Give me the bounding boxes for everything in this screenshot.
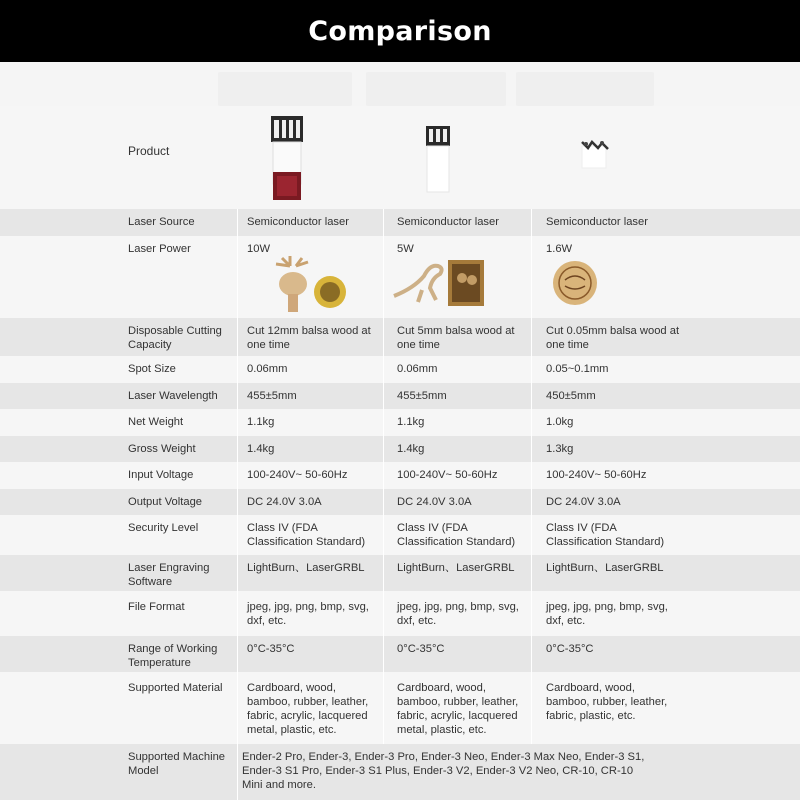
power-value: 1.6W	[546, 243, 573, 255]
row-value: 100-240V~ 50-60Hz	[383, 462, 531, 489]
row-value: jpeg, jpg, png, bmp, svg, dxf, etc.	[531, 591, 681, 636]
row-label: Input Voltage	[128, 469, 194, 481]
laser-module-red-icon	[267, 114, 307, 204]
row-value: 1.4kg	[383, 436, 531, 462]
row-value: Semiconductor laser	[383, 209, 531, 236]
product-tab-placeholder	[218, 72, 352, 106]
table-row	[0, 436, 800, 462]
row-value: DC 24.0V 3.0A	[383, 489, 531, 515]
table-row	[0, 515, 800, 555]
product-image	[531, 106, 681, 209]
row-label: Laser Engraving Software	[128, 562, 210, 588]
row-value: LightBurn、LaserGRBL	[237, 555, 381, 591]
laser-module-white-icon	[423, 124, 453, 194]
row-label: Spot Size	[128, 363, 176, 375]
row-label: Product	[128, 144, 170, 158]
row-value: 0°C-35°C	[531, 636, 681, 672]
row-value: Class IV (FDA Classification Standard)	[383, 515, 531, 555]
row-value: LightBurn、LaserGRBL	[383, 555, 531, 591]
table-row	[0, 672, 800, 744]
laser-module-small-icon	[576, 134, 612, 170]
row-value: LightBurn、LaserGRBL	[531, 555, 681, 591]
row-value: DC 24.0V 3.0A	[237, 489, 381, 515]
row-value: 1.1kg	[383, 409, 531, 436]
row-value: Class IV (FDA Classification Standard)	[237, 515, 381, 555]
row-value: Semiconductor laser	[531, 209, 681, 236]
row-value	[383, 236, 531, 318]
row-value: 1.3kg	[531, 436, 681, 462]
row-value: Cardboard, wood, bamboo, rubber, leather, fabric, plastic, etc.	[531, 672, 681, 744]
row-value: 0.06mm	[383, 356, 531, 383]
power-value: 5W	[397, 243, 414, 255]
table-row	[0, 636, 800, 672]
row-value: Semiconductor laser	[237, 209, 381, 236]
row-label: File Format	[128, 601, 185, 613]
row-label: Output Voltage	[128, 496, 203, 508]
row-label: Laser Wavelength	[128, 390, 218, 402]
table-row	[0, 591, 800, 636]
row-value: 0°C-35°C	[383, 636, 531, 672]
table-row	[0, 236, 800, 318]
product-tab-placeholder	[516, 72, 654, 106]
engraved-dinosaur-and-photo-icon	[388, 256, 498, 311]
row-value: Cardboard, wood, bamboo, rubber, leather, fabric, acrylic, lacquered metal, plastic, etc.	[383, 672, 531, 744]
table-row	[0, 489, 800, 515]
row-value: 0.06mm	[237, 356, 381, 383]
row-label: Disposable Cutting Capacity	[128, 325, 222, 351]
engraved-deer-and-cat-tag-icon	[260, 256, 360, 316]
row-value	[531, 236, 681, 318]
table-row	[0, 356, 800, 383]
page-title: Comparison	[0, 0, 800, 62]
row-label: Supported Machine Model	[128, 751, 226, 777]
row-label: Gross Weight	[128, 443, 196, 455]
row-value: Class IV (FDA Classification Standard)	[531, 515, 681, 555]
table-row	[0, 744, 800, 800]
row-label: Security Level	[128, 522, 199, 534]
row-label: Laser Source	[128, 216, 195, 228]
row-value: 455±5mm	[237, 383, 381, 409]
row-value: 1.4kg	[237, 436, 381, 462]
table-row	[0, 409, 800, 436]
row-value: 1.1kg	[237, 409, 381, 436]
row-value	[237, 236, 381, 318]
row-value: 100-240V~ 50-60Hz	[237, 462, 381, 489]
row-value: DC 24.0V 3.0A	[531, 489, 681, 515]
row-value: 100-240V~ 50-60Hz	[531, 462, 681, 489]
row-value: 0.05~0.1mm	[531, 356, 681, 383]
row-value: 0°C-35°C	[237, 636, 381, 672]
table-row	[0, 462, 800, 489]
product-image	[383, 106, 531, 209]
table-row	[0, 318, 800, 356]
row-value: Cardboard, wood, bamboo, rubber, leather, fabric, acrylic, lacquered metal, plastic, etc.	[237, 672, 381, 744]
power-value: 10W	[247, 243, 271, 255]
row-value: jpeg, jpg, png, bmp, svg, dxf, etc.	[237, 591, 381, 636]
row-value: Cut 5mm balsa wood at one time	[383, 318, 531, 356]
product-image	[237, 106, 381, 209]
row-label: Laser Power	[128, 243, 191, 255]
row-value: 455±5mm	[383, 383, 531, 409]
row-label: Net Weight	[128, 416, 184, 428]
engraved-wood-disc-icon	[550, 258, 600, 308]
row-label: Range of Working Temperature	[128, 643, 218, 669]
table-row-product	[0, 106, 800, 209]
row-label: Supported Material	[128, 682, 223, 694]
row-value: Cut 12mm balsa wood at one time	[237, 318, 381, 356]
row-value: 1.0kg	[531, 409, 681, 436]
table-row	[0, 209, 800, 236]
row-value: 450±5mm	[531, 383, 681, 409]
row-value: Cut 0.05mm balsa wood at one time	[531, 318, 681, 356]
row-value: Ender-2 Pro, Ender-3, Ender-3 Pro, Ender-3 Neo, Ender-3 Max Neo, Ender-3 S1, Ender-3 S1 Pro, Ender-3 S1 Plus, Ender-3 V2, Ender-3 V2 Neo, CR-10, CR-10 Mini and more.	[237, 744, 647, 800]
row-value: jpeg, jpg, png, bmp, svg, dxf, etc.	[383, 591, 531, 636]
product-tab-placeholder	[366, 72, 506, 106]
table-row	[0, 383, 800, 409]
table-row	[0, 555, 800, 591]
